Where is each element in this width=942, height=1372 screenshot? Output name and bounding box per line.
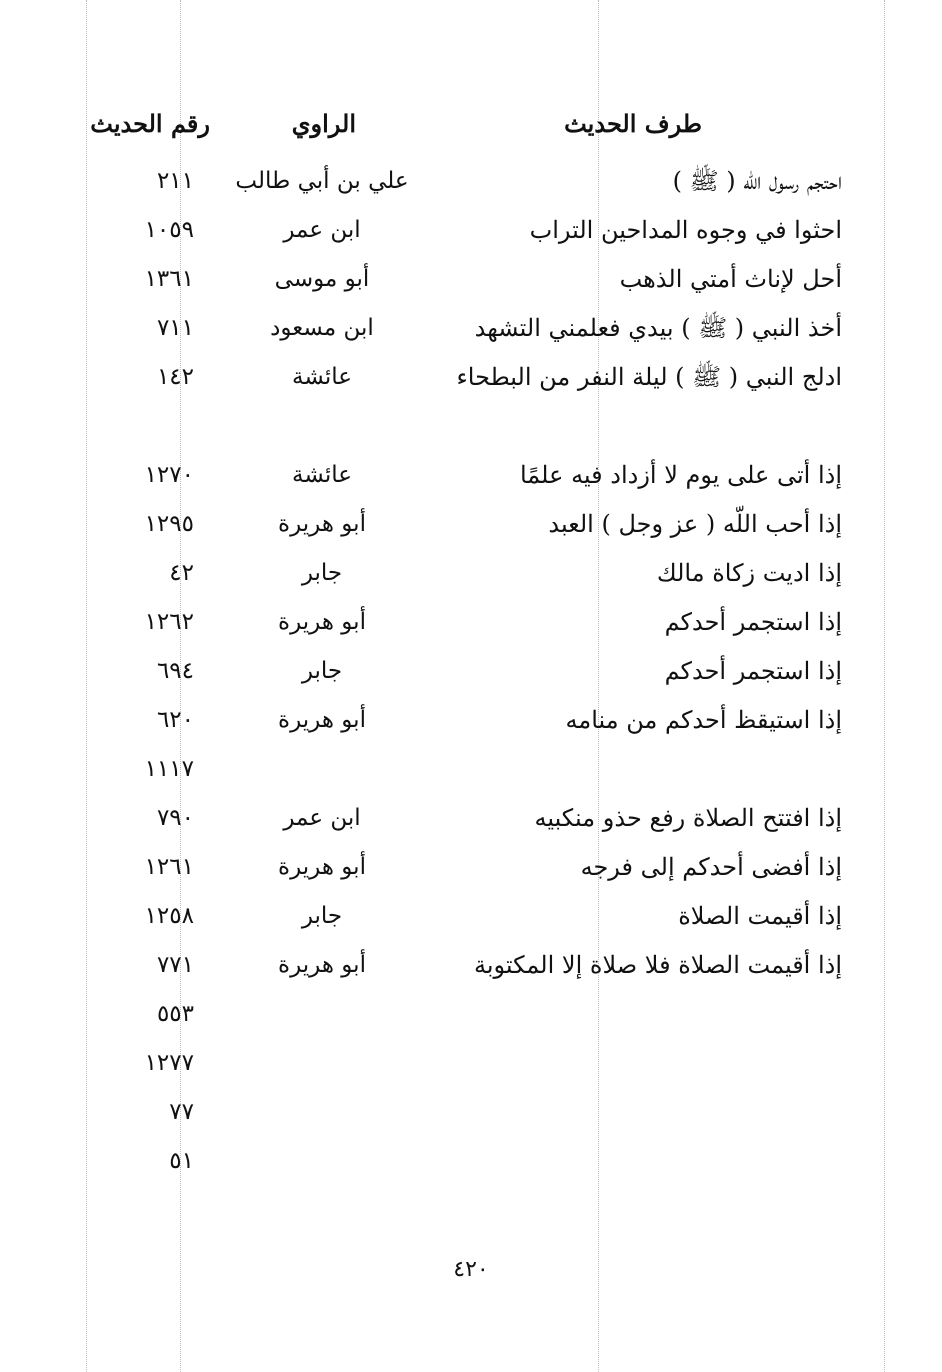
hadith-text: إذا استجمر أحدكم xyxy=(664,657,842,685)
table-row xyxy=(0,843,942,892)
hadith-text: إذا أتى على يوم لا أزداد فيه علمًا xyxy=(519,461,842,489)
narrator: عائشة xyxy=(292,462,352,488)
table-row xyxy=(0,549,942,598)
hadith-text: احتجم رسول اللّه ( ﷺ ) xyxy=(672,167,842,195)
table-row xyxy=(0,500,942,549)
hadith-number: ٧٧ xyxy=(169,1099,194,1125)
hadith-text: أحل لإناث أمتي الذهب xyxy=(619,265,842,293)
narrator: عائشة xyxy=(292,364,352,390)
table-row xyxy=(0,892,942,941)
table-row xyxy=(0,206,942,255)
hadith-text: إذا اديت زكاة مالك xyxy=(656,559,842,587)
table-header xyxy=(0,102,942,146)
hadith-number: ١٢٦٢ xyxy=(144,609,194,635)
hadith-number: ١٢٩٥ xyxy=(144,511,194,537)
hadith-number: ١٢٧٠ xyxy=(144,462,194,488)
narrator: ابن عمر xyxy=(283,217,361,243)
header-hadith-number: رقم الحديث xyxy=(90,109,210,138)
table-row xyxy=(0,304,942,353)
index-table xyxy=(0,157,942,1186)
hadith-text: إذا أفضى أحدكم إلى فرجه xyxy=(580,853,842,881)
table-row xyxy=(0,255,942,304)
table-row xyxy=(0,990,942,1039)
hadith-number: ٧٧١ xyxy=(156,952,194,978)
table-row xyxy=(0,1088,942,1137)
table-row xyxy=(0,1137,942,1186)
page-number: ٤٢٠ xyxy=(453,1257,489,1282)
hadith-text: إذا أقيمت الصلاة xyxy=(678,902,842,930)
narrator: ابن عمر xyxy=(283,805,361,831)
table-row xyxy=(0,451,942,500)
narrator: ابن مسعود xyxy=(270,315,374,341)
hadith-number: ١٢٥٨ xyxy=(144,903,194,929)
narrator: أبو هريرة xyxy=(278,707,366,733)
narrator: علي بن أبي طالب xyxy=(235,168,409,194)
table-row xyxy=(0,647,942,696)
table-row xyxy=(0,1039,942,1088)
hadith-number: ١٣٦١ xyxy=(144,266,194,292)
hadith-number: ١٤٢ xyxy=(156,364,194,390)
hadith-number: ٦٢٠ xyxy=(156,707,194,733)
hadith-number: ٤٢ xyxy=(169,560,194,586)
narrator: جابر xyxy=(301,560,343,586)
hadith-number: ١٢٦١ xyxy=(144,854,194,880)
hadith-text: إذا أحب اللّه ( عز وجل ) العبد xyxy=(548,510,842,538)
hadith-number: ٥٥٣ xyxy=(156,1001,194,1027)
hadith-number: ١١١٧ xyxy=(144,756,194,782)
hadith-text: احثوا في وجوه المداحين التراب xyxy=(529,216,842,244)
hadith-number: ١٢٧٧ xyxy=(144,1050,194,1076)
hadith-text: إذا استيقظ أحدكم من منامه xyxy=(565,706,842,734)
narrator: أبو هريرة xyxy=(278,952,366,978)
hadith-text: أخذ النبي ( ﷺ ) بيدي فعلمني التشهد xyxy=(474,314,842,342)
hadith-number: ١٠٥٩ xyxy=(144,217,194,243)
header-hadith-text: طرف الحديث xyxy=(564,109,702,138)
hadith-number: ٧٩٠ xyxy=(156,805,194,831)
hadith-number: ٥١ xyxy=(169,1148,194,1174)
narrator: أبو هريرة xyxy=(278,511,366,537)
table-row xyxy=(0,598,942,647)
narrator: أبو هريرة xyxy=(278,609,366,635)
table-row xyxy=(0,157,942,206)
hadith-number: ٧١١ xyxy=(156,315,194,341)
table-row xyxy=(0,941,942,990)
hadith-text: إذا أقيمت الصلاة فلا صلاة إلا المكتوبة xyxy=(473,951,842,979)
hadith-number: ٢١١ xyxy=(156,168,194,194)
hadith-text: ادلج النبي ( ﷺ ) ليلة النفر من البطحاء xyxy=(456,363,842,391)
table-row xyxy=(0,745,942,794)
hadith-text: إذا افتتح الصلاة رفع حذو منكبيه xyxy=(534,804,842,832)
narrator: أبو موسى xyxy=(274,266,370,292)
table-row xyxy=(0,696,942,745)
narrator: جابر xyxy=(301,903,343,929)
header-narrator: الراوي xyxy=(291,109,356,138)
table-row xyxy=(0,794,942,843)
hadith-number: ٦٩٤ xyxy=(156,658,194,684)
narrator: جابر xyxy=(301,658,343,684)
narrator: أبو هريرة xyxy=(278,854,366,880)
hadith-text: إذا استجمر أحدكم xyxy=(664,608,842,636)
table-row xyxy=(0,353,942,451)
